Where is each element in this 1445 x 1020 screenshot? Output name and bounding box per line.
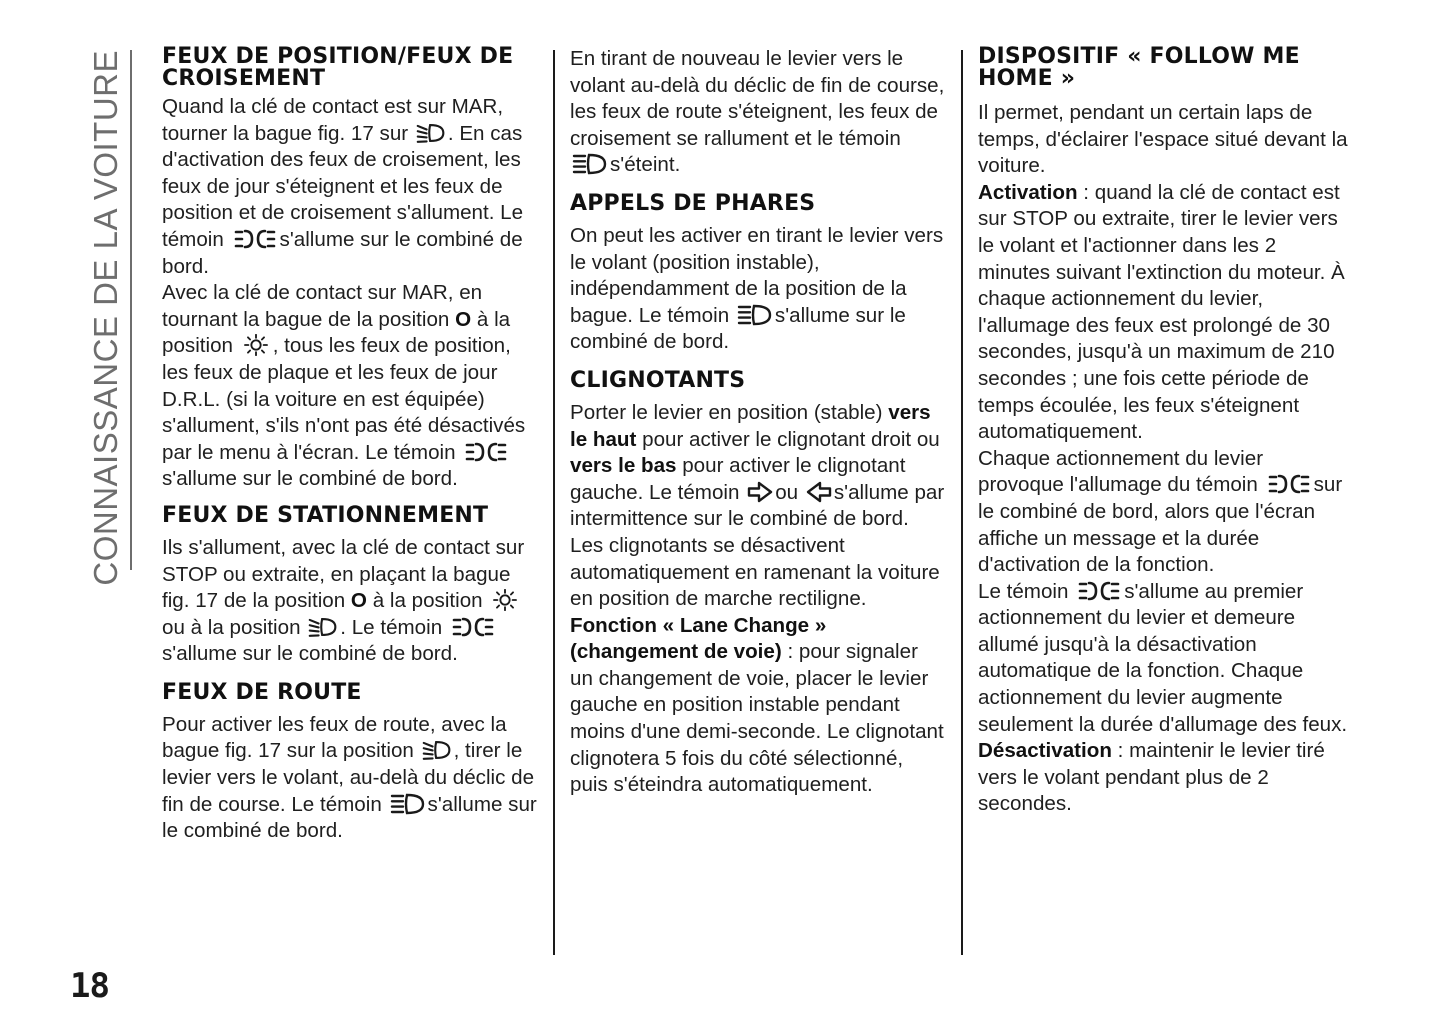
text: s'allume sur le combiné de bord. <box>162 467 458 491</box>
text: Porter le levier en position (stable) <box>570 400 883 424</box>
text: Avec la clé de contact sur MAR, en tournant la bague de la position <box>162 281 483 331</box>
paragraph <box>162 535 542 668</box>
text: s'allume par intermittence sur le combiné de bord. <box>570 480 945 531</box>
position-ring-icon <box>241 334 271 356</box>
position-lights-icon <box>232 228 278 250</box>
side-chapter-title <box>86 50 126 586</box>
paragraph: Il permet, pendant un certain laps de temps, d'éclairer l'espace situé devant la voiture. <box>978 101 1348 178</box>
paragraph <box>162 712 542 845</box>
side-chapter-title-text: CONNAISSANCE DE LA VOITURE <box>87 50 124 586</box>
text: Quand la clé de contact est sur MAR, tourner la bague fig. 17 sur <box>162 95 504 145</box>
position-lights-icon <box>463 441 509 463</box>
bold-text: Activation <box>978 180 1078 204</box>
paragraph <box>978 180 1352 446</box>
text: , tous les feux de position, les feux de plaque et les feux de jour D.R.L. (si la voiture en est équipée) s'allument, s'ils n'ont pas été désactivés par le menu à l'écran. Le témoin <box>162 334 526 464</box>
text: s'éteint. <box>610 153 681 177</box>
bold-text: O <box>455 307 472 331</box>
bold-text: vers le bas <box>570 454 677 478</box>
text: s'allume sur le combiné de bord. <box>162 227 523 278</box>
text: : quand la clé de contact est sur STOP ou extraite, tirer le levier vers le volant et l'actionner dans les 2 minutes suivant l'extinction du moteur. À chaque actionnement du levier, l'allumage des feux est prolongé de 30 secondes, jusqu'à un maximum de 210 secondes ; une fois cette période de temps écoulée, les feux s'éteignent automatiquement. <box>978 180 1345 444</box>
text: s'allume sur le combiné de bord. <box>162 642 458 666</box>
bold-text: vers le haut <box>570 400 931 451</box>
text: ou <box>775 480 799 504</box>
bold-text: Désactivation <box>978 739 1112 763</box>
bold-text: O <box>350 589 367 613</box>
text: Pour activer les feux de route, avec la bague fig. 17 sur la position <box>162 712 507 763</box>
paragraph <box>570 613 946 799</box>
paragraph <box>978 446 1352 579</box>
text: s'allume au premier actionnement du levier et demeure allumé jusqu'à la désactivation automatique de la fonction. Chaque actionnement du levier augmente seulement la durée d'allumage des feux. <box>978 579 1348 736</box>
paragraph <box>570 400 946 533</box>
text: ou à la position <box>162 615 301 639</box>
column-divider-2 <box>961 50 963 955</box>
column-divider-1 <box>553 50 555 955</box>
text: s'allume sur le combiné de bord. <box>162 792 537 843</box>
text: En tirant de nouveau le levier vers le volant au-delà du déclic de fin de course, les feux de route s'éteignent, les feux de croisement se rallument et le témoin <box>570 47 945 150</box>
paragraph <box>570 46 946 179</box>
paragraph: Les clignotants se désactivent automatiquement en ramenant la voiture en position de marche rectiligne. <box>570 533 940 611</box>
text: sur le combiné de bord, alors que l'écran affiche un message et la durée d'activation de la fonction. <box>978 473 1343 577</box>
turn-left-arrow-icon <box>806 481 832 503</box>
heading-high-beam: FEUX DE ROUTE <box>162 679 362 705</box>
text: s'allume sur le combiné de bord. <box>570 303 906 354</box>
text: On peut les activer en tirant le levier vers le volant (position instable), indépendamment de la position de la bague. Le témoin <box>570 223 944 327</box>
paragraph <box>162 94 542 280</box>
text: Chaque actionnement du levier provoque l'allumage du témoin <box>978 446 1264 497</box>
heading-parking-lights: FEUX DE STATIONNEMENT <box>162 502 489 528</box>
paragraph <box>570 223 946 356</box>
column-3 <box>978 46 1352 818</box>
bold-text: Fonction « Lane Change » (changement de voie) <box>570 613 827 664</box>
heading-headlight-flash: APPELS DE PHARES <box>570 190 816 216</box>
position-lights-icon <box>1076 580 1122 602</box>
text: à la position <box>372 589 483 613</box>
position-lights-icon <box>450 616 496 638</box>
text: pour activer le clignotant droit ou <box>642 427 940 451</box>
high-beam-icon <box>737 304 773 326</box>
text: : maintenir le levier tiré vers le volant pendant plus de 2 secondes. <box>978 739 1325 816</box>
high-beam-icon <box>390 793 426 815</box>
text: Ils s'allument, avec la clé de contact sur STOP ou extraite, en plaçant la bague fig. 17 de la position <box>162 535 525 613</box>
low-beam-icon <box>416 122 446 144</box>
text: , tirer le levier vers le volant, au-delà du déclic de fin de course. Le témoin <box>162 739 535 816</box>
low-beam-icon <box>422 739 452 761</box>
text: pour activer le clignotant gauche. Le témoin <box>570 454 906 504</box>
page-number: 18 <box>70 966 109 1006</box>
text: : pour signaler un changement de voie, placer le levier gauche en position instable pendant moins d'une demi-seconde. Le clignotant clignotera 5 fois du côté sélectionné, puis s'éteindra automatiquement. <box>570 640 944 797</box>
text: à la position <box>162 307 511 358</box>
paragraph <box>978 579 1352 739</box>
paragraph <box>978 738 1352 818</box>
text: . En cas d'activation des feux de croisement, les feux de jour s'éteignent et les feux de position et de croisement s'allument. Le témoin <box>162 121 524 251</box>
low-beam-icon <box>308 616 338 638</box>
high-beam-icon <box>572 153 608 175</box>
text: Le témoin <box>978 579 1069 603</box>
heading-turn-signals: CLIGNOTANTS <box>570 367 746 393</box>
text: . Le témoin <box>340 615 443 639</box>
heading-follow-me-home: DISPOSITIF « FOLLOW ME HOME » <box>978 44 1300 91</box>
heading-position-low-beam: FEUX DE POSITION/FEUX DE CROISEMENT <box>162 44 514 91</box>
paragraph <box>162 280 542 493</box>
side-title-rule <box>130 50 132 570</box>
turn-right-arrow-icon <box>747 481 773 503</box>
column-1 <box>162 46 542 845</box>
column-2 <box>570 46 946 799</box>
position-lights-icon <box>1266 473 1312 495</box>
position-ring-icon <box>490 589 520 611</box>
